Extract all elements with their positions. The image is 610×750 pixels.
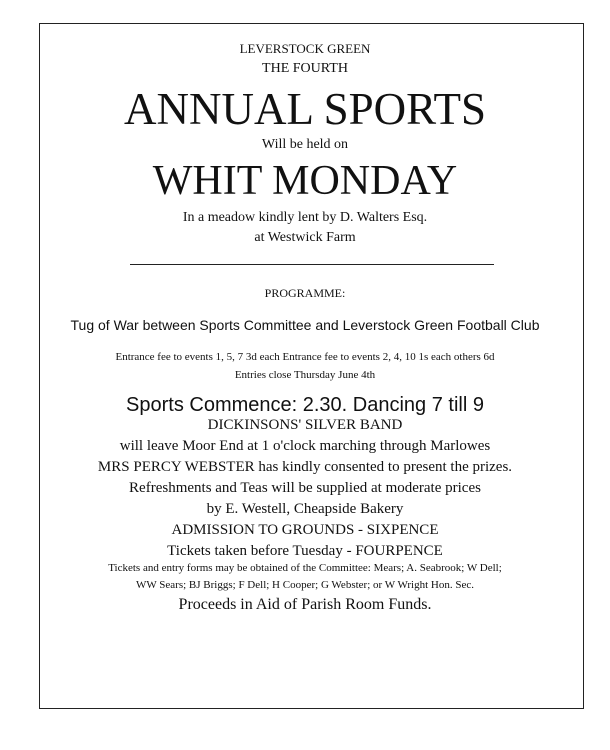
edition-line: THE FOURTH xyxy=(262,61,348,76)
programme-heading: PROGRAMME: xyxy=(264,286,346,300)
prizes-line: MRS PERCY WEBSTER has kindly consented to present the prizes. xyxy=(97,459,513,475)
venue-line-2: at Westwick Farm xyxy=(254,230,356,245)
event-day: WHIT MONDAY xyxy=(152,158,458,204)
venue-line-1: In a meadow kindly lent by D. Walters Esq. xyxy=(182,210,428,225)
held-on-line: Will be held on xyxy=(261,137,349,152)
forms-line-1: Tickets and entry forms may be obtained of the Committee: Mears; A. Seabrook; W Dell; xyxy=(108,562,502,574)
entries-close-line: Entries close Thursday June 4th xyxy=(234,369,376,381)
commence-line: Sports Commence: 2.30. Dancing 7 till 9 xyxy=(126,394,484,416)
tickets-line: Tickets taken before Tuesday - FOURPENCE xyxy=(167,543,443,559)
divider-rule xyxy=(130,264,494,265)
forms-line-2: WW Sears; BJ Briggs; F Dell; H Cooper; G Webster; or W Wright Hon. Sec. xyxy=(135,579,474,591)
event-title: ANNUAL SPORTS xyxy=(124,84,486,134)
entrance-fee-line: Entrance fee to events 1, 5, 7 3d each Entrance fee to events 2, 4, 10 1s each others 6d xyxy=(115,351,495,363)
refreshments-line-2: by E. Westell, Cheapside Bakery xyxy=(206,501,404,517)
location-line: LEVERSTOCK GREEN xyxy=(239,41,371,56)
tug-of-war-line: Tug of War between Sports Committee and Leverstock Green Football Club xyxy=(70,317,540,333)
band-line: DICKINSONS' SILVER BAND xyxy=(207,417,403,433)
proceeds-line: Proceeds in Aid of Parish Room Funds. xyxy=(178,596,432,613)
band-detail-line: will leave Moor End at 1 o'clock marching through Marlowes xyxy=(119,438,491,454)
refreshments-line-1: Refreshments and Teas will be supplied at moderate prices xyxy=(129,480,481,496)
admission-line: ADMISSION TO GROUNDS - SIXPENCE xyxy=(171,522,439,538)
